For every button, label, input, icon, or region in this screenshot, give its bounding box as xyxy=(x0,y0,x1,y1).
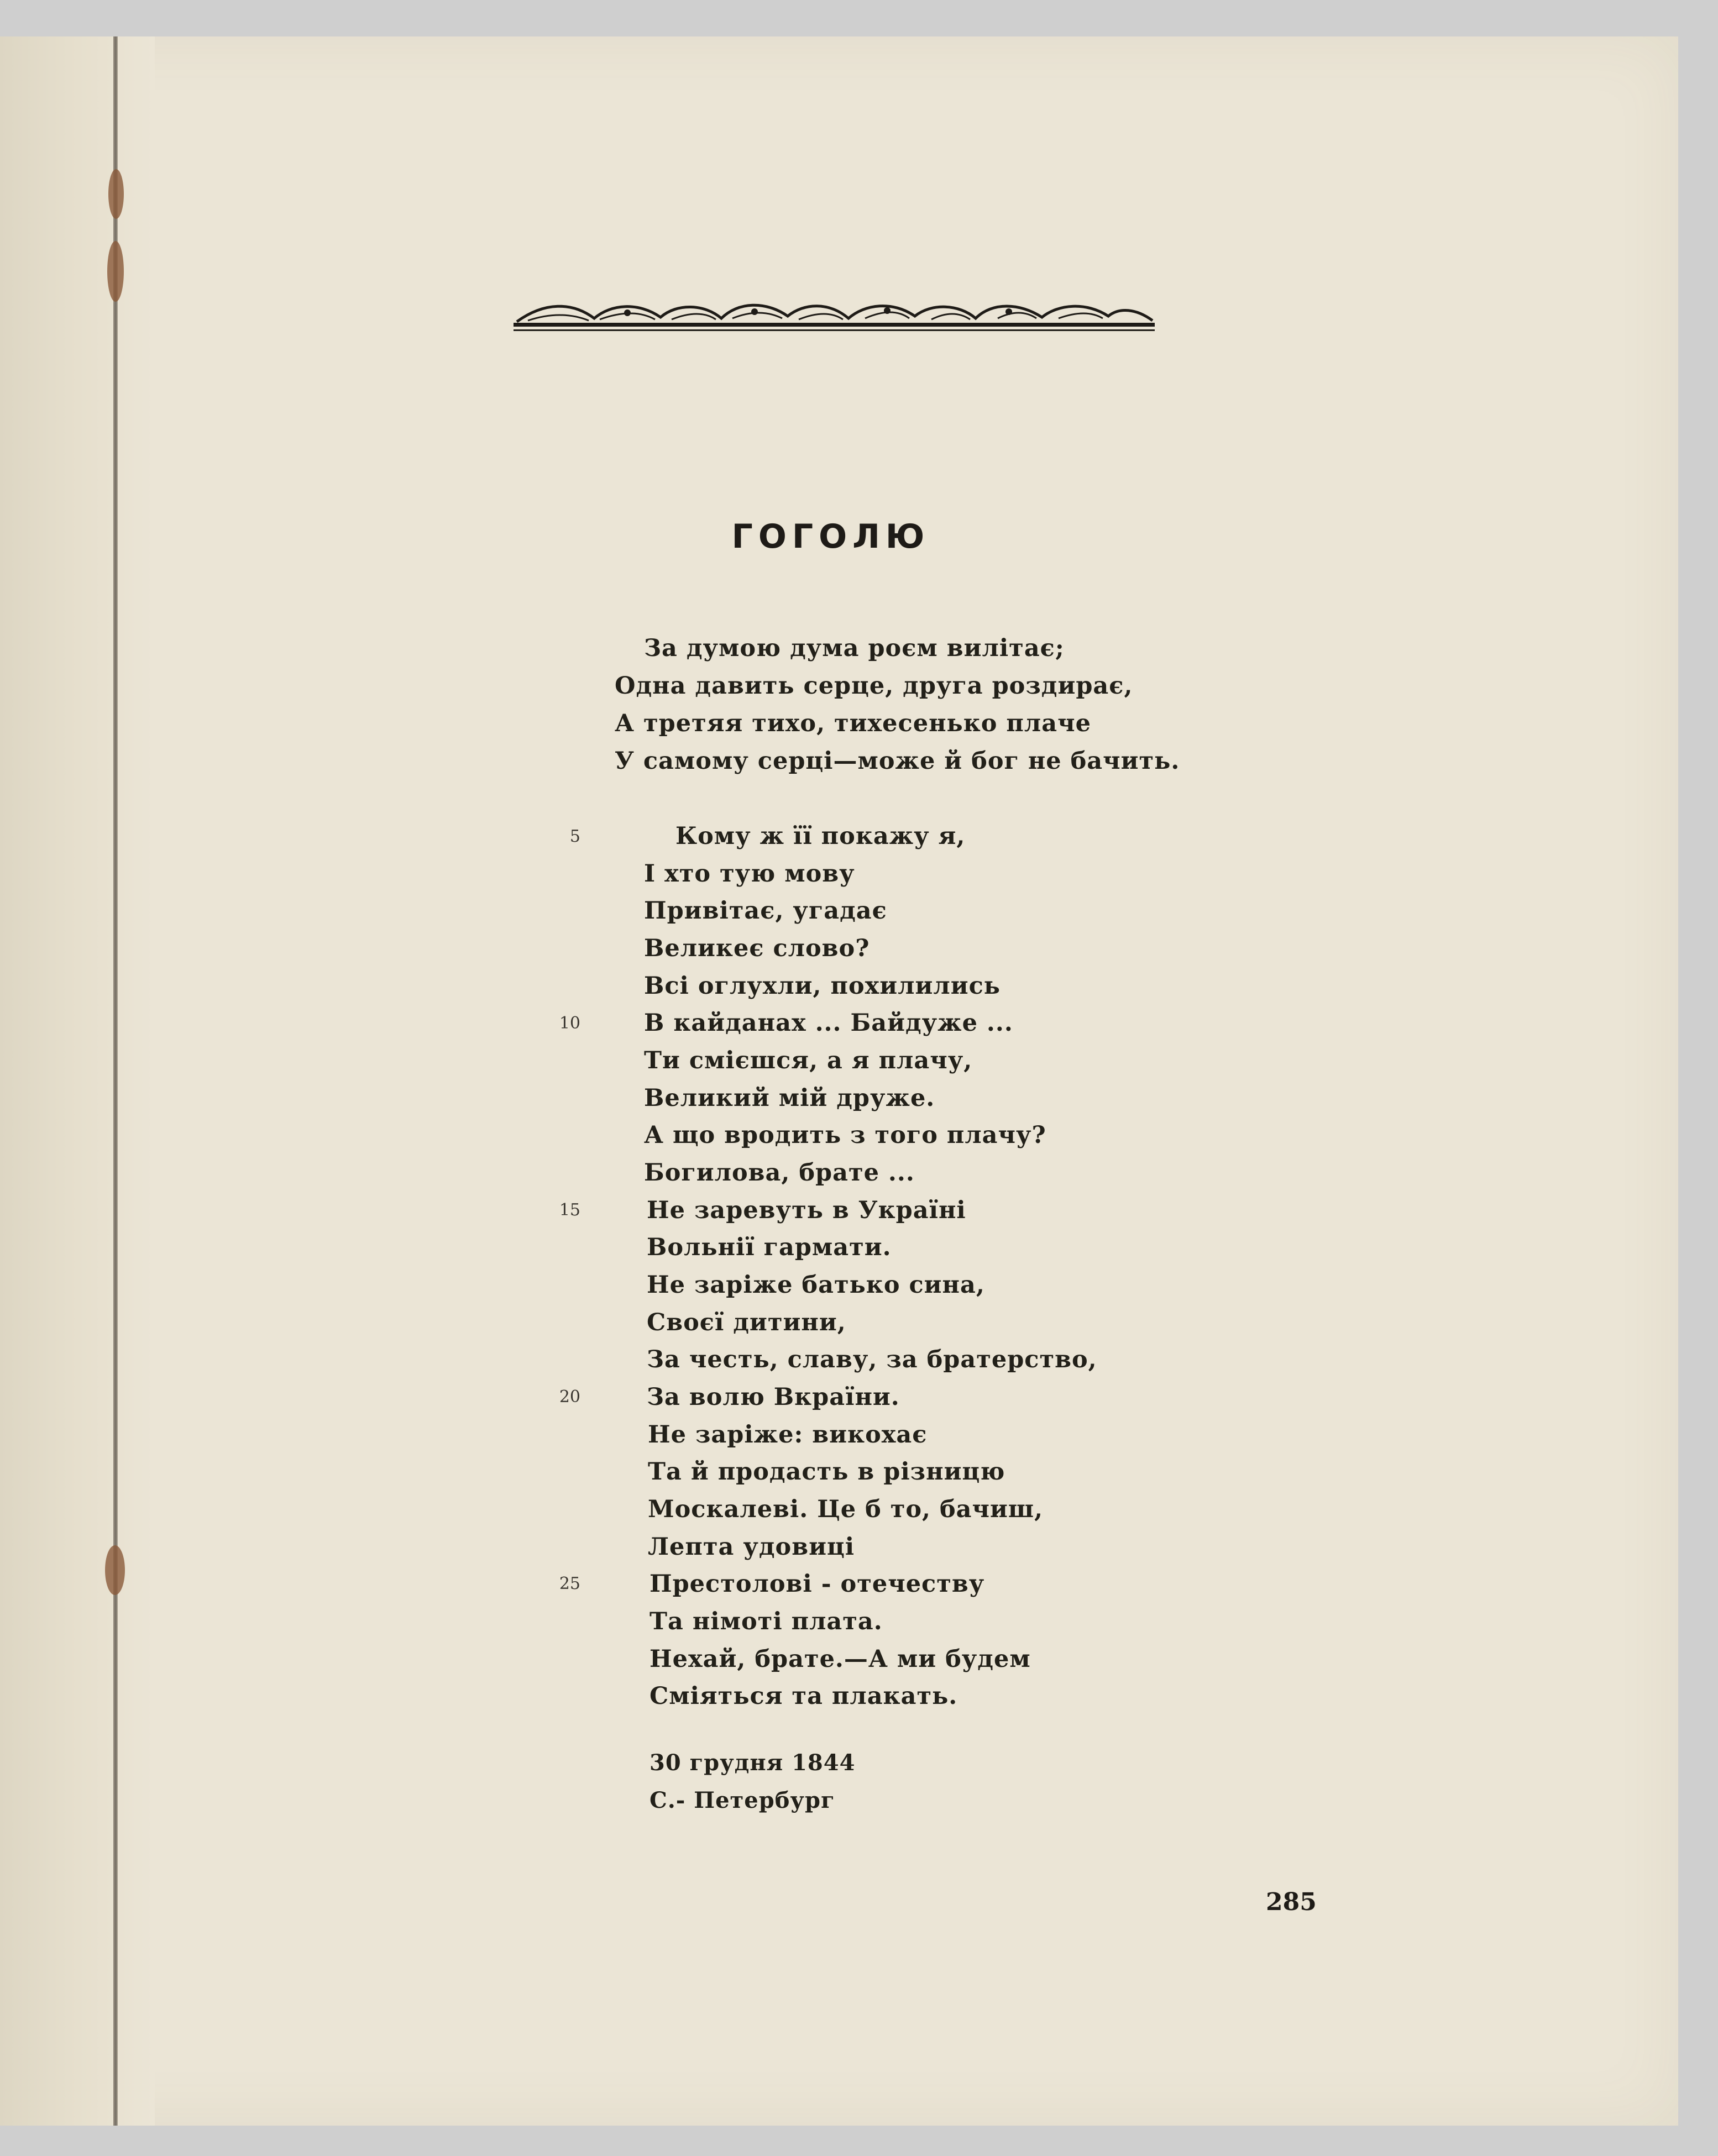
poem-line: Не заріже: викохає xyxy=(648,1421,928,1449)
poem-line: Богилова, брате ... xyxy=(644,1159,915,1187)
line-number: 5 xyxy=(569,827,580,846)
poem-line: В кайданах ... Байдуже ... xyxy=(644,1009,1013,1037)
binding-spine xyxy=(113,36,118,2126)
binding-stain xyxy=(107,241,124,302)
poem-line: Москалеві. Це б то, бачиш, xyxy=(648,1496,1044,1523)
line-number: 25 xyxy=(559,1574,580,1593)
poem-line: Ти смієшся, а я плачу, xyxy=(644,1047,973,1074)
poem-line: Одна давить серце, друга роздирає, xyxy=(615,672,1133,700)
book-page xyxy=(0,36,1678,2126)
poem-line: Всі оглухли, похилились xyxy=(644,972,1001,1000)
decorative-ornament xyxy=(511,296,1158,340)
binding-stain xyxy=(108,169,124,219)
poem-line: Та й продасть в різницю xyxy=(648,1458,1005,1486)
line-number: 20 xyxy=(559,1387,580,1407)
line-number: 15 xyxy=(559,1200,580,1220)
poem-line: Не заревуть в Україні xyxy=(647,1197,966,1224)
poem-line: У самому серці—може й бог не бачить. xyxy=(615,747,1180,775)
poem-line: Кому ж її покажу я, xyxy=(675,822,966,850)
poem-line: Своєї дитини, xyxy=(647,1309,846,1336)
poem-line: Престолові - отечеству xyxy=(650,1570,985,1598)
poem-line: А що вродить з того плачу? xyxy=(644,1121,1046,1149)
poem-place: С.- Петербург xyxy=(650,1787,835,1813)
poem-line: Великеє слово? xyxy=(644,935,870,962)
poem-line: За честь, славу, за братерство, xyxy=(647,1346,1097,1373)
poem-line: А третяя тихо, тихесенько плаче xyxy=(615,710,1091,737)
poem-line: Лепта удовиці xyxy=(648,1533,855,1561)
poem-line: Сміяться та плакать. xyxy=(650,1682,958,1710)
poem-title: ГОГОЛЮ xyxy=(731,517,930,556)
poem-line: І хто тую мову xyxy=(644,860,855,888)
poem-line: Та німоті плата. xyxy=(650,1608,883,1635)
binding-stain xyxy=(105,1545,125,1595)
page-number: 285 xyxy=(1266,1888,1317,1916)
line-number: 10 xyxy=(559,1014,580,1033)
poem-line: Нехай, брате.—А ми будем xyxy=(650,1645,1031,1673)
poem-line: Не заріже батько сина, xyxy=(647,1271,985,1299)
poem-line: Великий мій друже. xyxy=(644,1084,935,1112)
poem-line: За думою дума роєм вилітає; xyxy=(644,634,1065,662)
poem-line: Привітає, угадає xyxy=(644,897,887,925)
poem-line: За волю Вкраїни. xyxy=(647,1383,900,1411)
poem-line: Вольнії гармати. xyxy=(647,1234,892,1261)
poem-date: 30 грудня 1844 xyxy=(650,1750,856,1776)
page-gutter xyxy=(0,36,155,2126)
